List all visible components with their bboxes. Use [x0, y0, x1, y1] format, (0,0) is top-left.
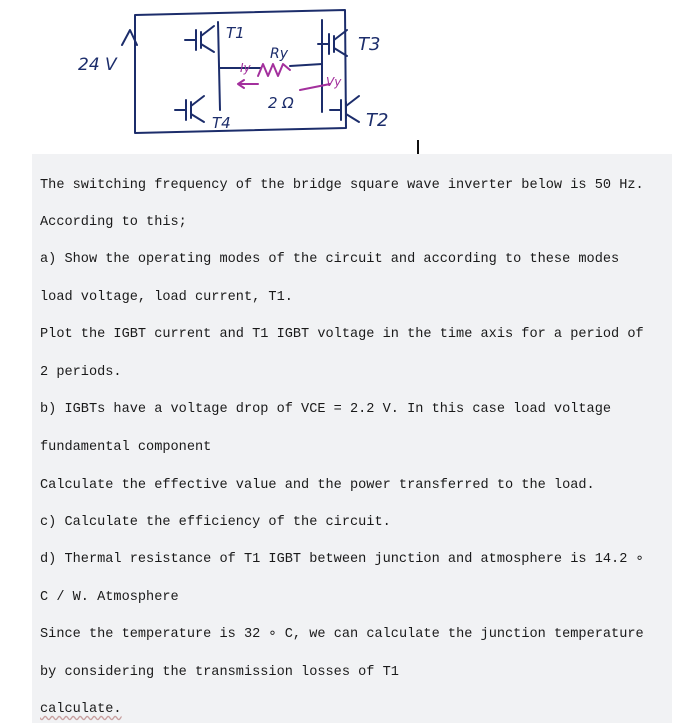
text-line: C / W. Atmosphere — [40, 590, 179, 605]
t1-transistor-icon — [185, 26, 214, 52]
text-line: According to this; — [40, 215, 187, 230]
text-line: Calculate the effective value and the power transferred to the load. — [40, 478, 595, 493]
text-line: 2 periods. — [40, 365, 122, 380]
load-label: Ry — [270, 46, 289, 62]
left-leg-wire — [218, 22, 220, 110]
current-arrow-icon — [238, 80, 258, 88]
load-resistor-icon — [258, 64, 290, 76]
text-line: c) Calculate the efficiency of the circuit. — [40, 515, 391, 530]
t3-label: T3 — [358, 34, 381, 55]
t2-label: T2 — [366, 110, 389, 131]
current-label: Iy — [240, 61, 251, 75]
source-label: 24 V — [78, 55, 117, 75]
resistance-label: 2 Ω — [268, 94, 294, 112]
text-line: Since the temperature is 32 ∘ C, we can calculate the junction temperature — [40, 627, 644, 642]
text-line: by considering the transmission losses of T1 — [40, 665, 399, 680]
text-line: Plot the IGBT current and T1 IGBT voltage in the time axis for a period of — [40, 327, 644, 342]
voltage-label: Vy — [326, 75, 342, 89]
t4-transistor-icon — [175, 96, 204, 122]
t1-label: T1 — [226, 24, 245, 42]
text-line: calculate. — [40, 702, 122, 717]
text-cursor — [417, 140, 419, 154]
text-line: The switching frequency of the bridge square wave inverter below is 50 Hz. — [40, 178, 644, 193]
text-line: a) Show the operating modes of the circuit and according to these modes — [40, 252, 620, 267]
text-line: d) Thermal resistance of T1 IGBT between junction and atmosphere is 14.2 ∘ — [40, 552, 644, 567]
t4-label: T4 — [212, 114, 231, 132]
circuit-sketch — [0, 0, 430, 150]
t2-transistor-icon — [330, 96, 359, 122]
circuit-drawing — [0, 0, 430, 150]
text-line: load voltage, load current, T1. — [40, 290, 293, 305]
text-line: fundamental component — [40, 440, 212, 455]
problem-text-block — [32, 154, 672, 723]
text-line: b) IGBTs have a voltage drop of VCE = 2.2 V. In this case load voltage — [40, 402, 612, 417]
